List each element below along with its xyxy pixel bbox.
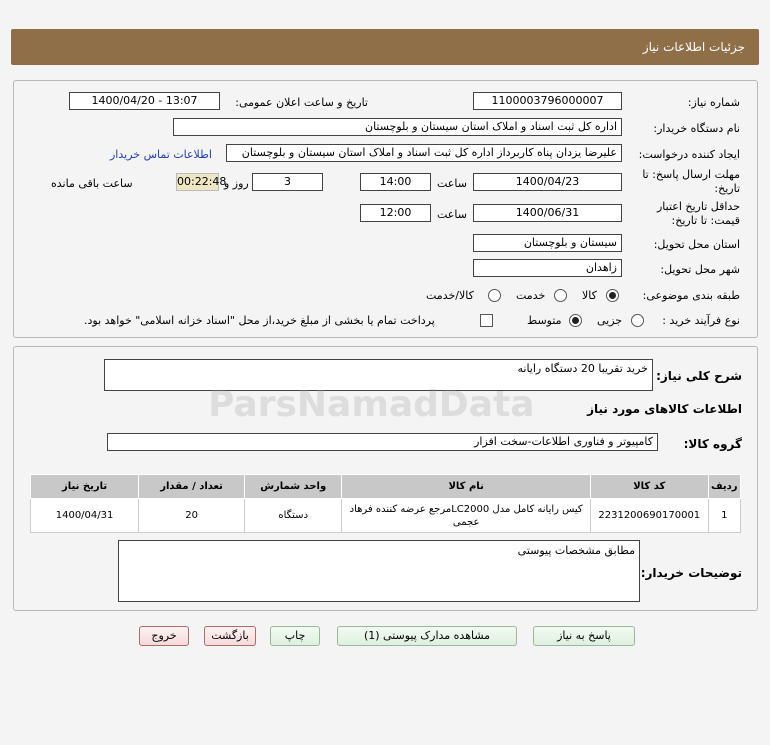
goods-info-title: اطلاعات کالاهای مورد نیاز: [587, 402, 742, 416]
col-code-header: کد کالا: [590, 475, 708, 499]
goods-table: [30, 474, 741, 533]
table-header-row: [31, 475, 741, 499]
validity-label: حداقل تاریخ اعتبار: [656, 200, 740, 213]
process-minor-label: جزیی: [597, 314, 623, 327]
cell-date: 1400/04/31: [31, 499, 139, 533]
buyer-org-label: نام دستگاه خریدار:: [653, 122, 740, 135]
deadline-label: مهلت ارسال پاسخ: تا: [642, 168, 740, 181]
cell-code: 2231200690170001: [590, 499, 708, 533]
buyer-notes-field: مطابق مشخصات پیوستی: [118, 540, 640, 602]
days-label: روز و: [224, 177, 249, 190]
validity-time-label: ساعت: [437, 208, 467, 221]
col-date-header: تاریخ نیاز: [31, 475, 139, 499]
print-button[interactable]: چاپ: [270, 626, 320, 646]
category-goods-label: کالا: [582, 289, 597, 302]
goods-group-field: کامپیوتر و فناوری اطلاعات-سخت افزار: [107, 433, 658, 451]
delivery-province-label: استان محل تحویل:: [653, 238, 740, 251]
attachments-button[interactable]: مشاهده مدارک پیوستی (1): [337, 626, 517, 646]
col-unit-header: واحد شمارش: [245, 475, 342, 499]
col-name-header: نام کالا: [342, 475, 591, 499]
category-label: طبقه بندی موضوعی:: [642, 289, 740, 302]
category-goods-radio[interactable]: [606, 289, 619, 302]
reply-button[interactable]: پاسخ به نیاز: [533, 626, 635, 646]
remaining-label: ساعت باقی مانده: [51, 177, 133, 190]
process-medium-label: متوسط: [527, 314, 562, 327]
need-description-label: شرح کلی نیاز:: [656, 369, 742, 383]
page-header: [11, 29, 759, 65]
delivery-province-field: سیستان و بلوچستان: [473, 234, 622, 252]
validity-time-field: 12:00: [360, 204, 431, 222]
validity-label-2: قیمت: تا تاریخ:: [671, 214, 740, 227]
cell-row: 1: [708, 499, 740, 533]
col-qty-header: تعداد / مقدار: [139, 475, 245, 499]
validity-date-field: 1400/06/31: [473, 204, 622, 222]
category-both-label: کالا/خدمت: [426, 289, 474, 302]
process-minor-radio[interactable]: [631, 314, 644, 327]
category-service-label: خدمت: [516, 289, 546, 302]
announce-label: تاریخ و ساعت اعلان عمومی:: [235, 96, 368, 109]
process-label: نوع فرآیند خرید :: [662, 314, 740, 327]
creator-field: علیرضا یزدان پناه کاربرداز اداره کل ثبت اسناد و املاک استان سیستان و بلوچستان: [226, 144, 622, 162]
delivery-city-field: زاهدان: [473, 259, 622, 277]
cell-qty: 20: [139, 499, 245, 533]
deadline-time-label: ساعت: [437, 177, 467, 190]
goods-group-label: گروه کالا:: [683, 437, 742, 451]
buyer-org-field: اداره کل ثبت اسناد و املاک استان سیستان و بلوچستان: [173, 118, 622, 136]
category-service-radio[interactable]: [554, 289, 567, 302]
announce-datetime-field: 1400/04/20 - 13:07: [69, 92, 220, 110]
cell-unit: دستگاه: [245, 499, 342, 533]
buyer-contact-link[interactable]: اطلاعات تماس خریدار: [110, 148, 212, 161]
need-number-field: 1100003796000007: [473, 92, 622, 110]
deadline-label-2: تاریخ:: [714, 182, 740, 195]
creator-label: ایجاد کننده درخواست:: [638, 148, 740, 161]
table-row: [31, 499, 741, 533]
buyer-notes-label: توضیحات خریدار:: [640, 566, 742, 580]
days-field: 3: [252, 173, 323, 191]
exit-button[interactable]: خروج: [139, 626, 189, 646]
col-row-header: ردیف: [708, 475, 740, 499]
page-title: جزئیات اطلاعات نیاز: [642, 40, 745, 54]
process-medium-radio[interactable]: [569, 314, 582, 327]
remaining-time-field: 00:22:48: [176, 173, 219, 191]
treasury-checkbox[interactable]: [480, 314, 493, 327]
need-description-field: خرید تقریبا 20 دستگاه رایانه: [104, 359, 653, 391]
need-number-label: شماره نیاز:: [687, 96, 740, 109]
payment-note: پرداخت تمام یا بخشی از مبلغ خرید،از محل "اسناد خزانه اسلامی" خواهد بود.: [84, 314, 435, 327]
deadline-date-field: 1400/04/23: [473, 173, 622, 191]
watermark-brand: ParsNamadData: [208, 384, 535, 425]
deadline-time-field: 14:00: [360, 173, 431, 191]
delivery-city-label: شهر محل تحویل:: [660, 263, 740, 276]
back-button[interactable]: بازگشت: [204, 626, 256, 646]
cell-name: کیس رایانه کامل مدل LC2000مرجع عرضه کننده فرهاد عجمی: [342, 499, 591, 533]
category-both-radio[interactable]: [488, 289, 501, 302]
